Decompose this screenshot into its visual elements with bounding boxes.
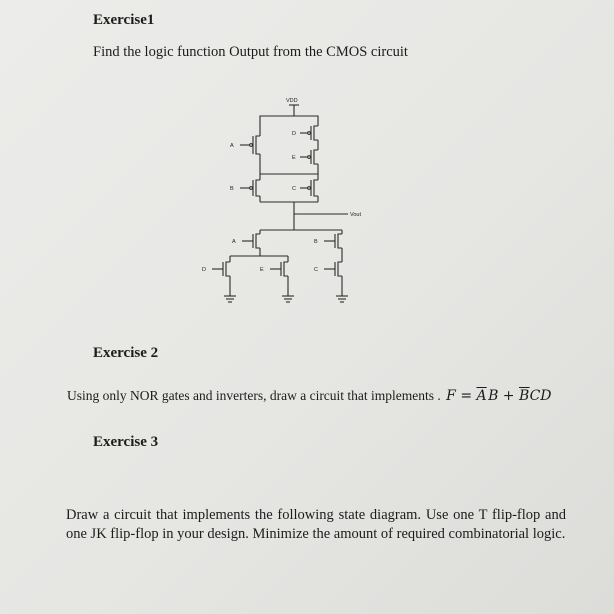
pmos-e-label: E <box>292 155 296 161</box>
nmos-d-label: D <box>202 267 206 273</box>
ground-symbols <box>224 276 348 302</box>
formula-b: B <box>488 388 499 404</box>
vout-label: Vout <box>350 212 362 218</box>
formula-plus: + <box>498 388 519 404</box>
formula-a-bar: $\overline{A}$ <box>476 388 487 404</box>
nmos-e <box>260 262 288 276</box>
nmos-a-label: A <box>232 239 236 245</box>
formula-cd: CD <box>529 388 552 404</box>
pmos-d <box>292 122 318 140</box>
pmos-b-label: B <box>230 186 234 192</box>
exercise2-title: Exercise 2 <box>93 345 159 361</box>
nmos-c <box>314 262 342 276</box>
pmos-d-label: D <box>292 131 296 137</box>
pmos-b <box>230 180 260 196</box>
formula-equals: = <box>455 388 477 404</box>
cmos-circuit-diagram <box>190 96 390 316</box>
exercise2-text <box>67 388 552 404</box>
nmos-e-label: E <box>260 267 264 273</box>
exercise1-title: Exercise1 <box>93 12 155 28</box>
exercise1-text: Find the logic function Output from the CMOS circuit <box>93 44 408 60</box>
exercise2-formula <box>446 388 551 404</box>
nmos-b-label: B <box>314 239 318 245</box>
nmos-a <box>232 230 260 248</box>
pmos-a-label: A <box>230 143 234 149</box>
pmos-e <box>292 150 318 164</box>
formula-b-bar: $\overline{B}$ <box>519 388 530 404</box>
pmos-a <box>230 122 260 174</box>
formula-lhs: F <box>446 388 456 404</box>
nmos-b <box>314 230 342 248</box>
exercise3-text: Draw a circuit that implements the following state diagram. Use one T flip-flop and one JK flip-flop in your design. Minimize the amount of required combinatorial logic. <box>66 507 566 542</box>
nmos-c-label: C <box>314 267 318 273</box>
exercise3-title: Exercise 3 <box>93 434 159 450</box>
pmos-c-label: C <box>292 186 296 192</box>
vdd-label: VDD <box>286 98 298 104</box>
exercise2-prompt: Using only NOR gates and inverters, draw a circuit that implements . <box>67 388 441 403</box>
pmos-c <box>292 180 318 196</box>
nmos-d <box>202 262 230 276</box>
